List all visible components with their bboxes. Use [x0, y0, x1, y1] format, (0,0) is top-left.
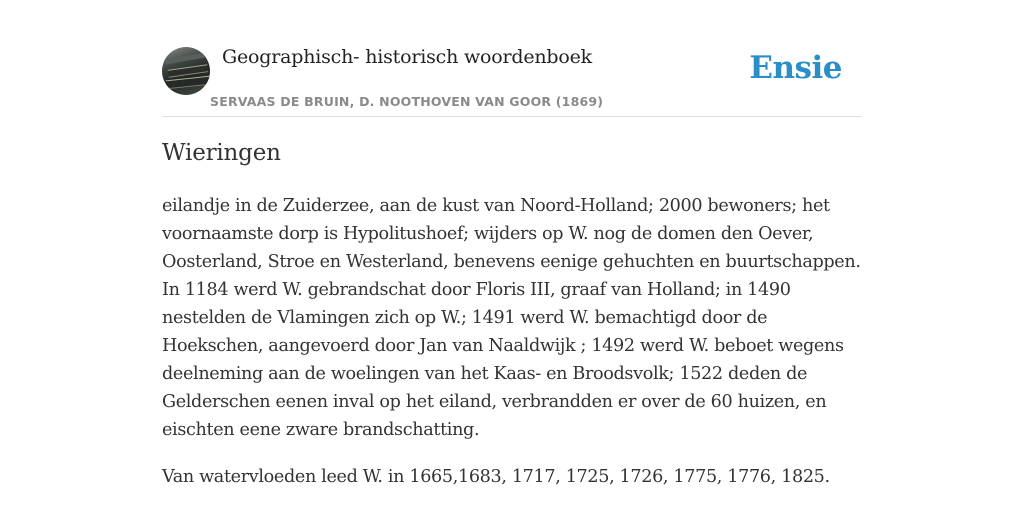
entry-body	[162, 192, 862, 510]
book-header	[162, 0, 862, 117]
entry-paragraph: Van watervloeden leed W. in 1665,1683, 1717, 1725, 1726, 1775, 1776, 1825.	[162, 467, 830, 487]
entry-paragraph: eilandje in de Zuiderzee, aan de kust van Noord-Holland; 2000 bewoners; het voornaamste dorp is Hypolitushoef; wijders op W. nog de domen den Oever, Oosterland, Stroe en Westerland, benevens eenige gehuchten en buurtschappen. In 1184 werd W. gebrandschat door Floris III, graaf van Holland; in 1490 nestelden de Vlamingen zich op W.; 1491 werd W. bemachtigd door de Hoekschen, aangevoerd door Jan van Naaldwijk ; 1492 werd W. beboet wegens deelneming aan de woelingen van het Kaas- en Broodsvolk; 1522 deden de Gelderschen eenen inval op het eiland, verbrandden er over de 60 huizen, en eischten eene zware brandschatting.	[162, 196, 861, 440]
ensie-logo[interactable]: Ensie	[749, 50, 842, 86]
book-cover-avatar[interactable]	[162, 47, 210, 95]
book-spine-decoration	[166, 76, 210, 90]
book-title-link[interactable]: Geographisch- historisch woordenboek	[222, 46, 592, 68]
entry-title: Wieringen	[162, 140, 281, 166]
book-spine-decoration	[164, 52, 206, 64]
book-author: SERVAAS DE BRUIN, D. NOOTHOVEN VAN GOOR (1869)	[210, 94, 604, 109]
